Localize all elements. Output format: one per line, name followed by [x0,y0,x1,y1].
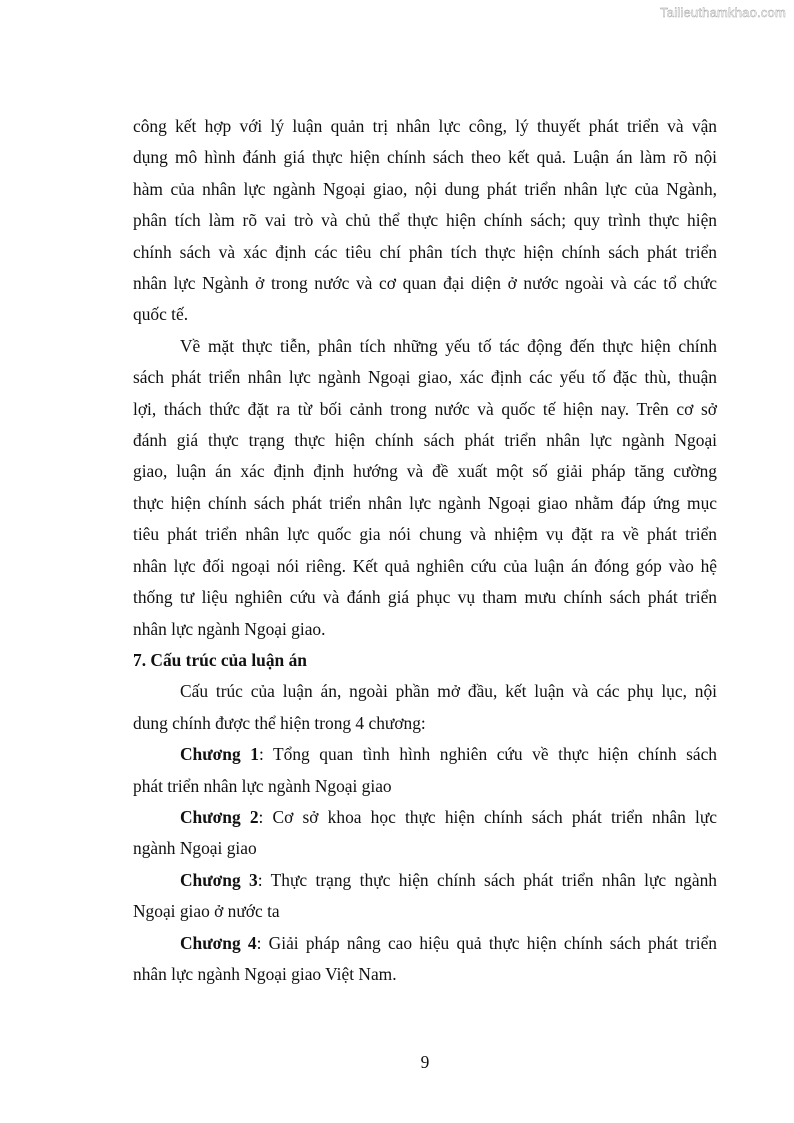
text-line: tiêu phát triển nhân lực quốc gia nói chung và nhiệm vụ đặt ra về phát triển [133,524,717,545]
text-line: ngành Ngoại giao [133,838,257,859]
page-body [133,111,717,990]
text-line: Về mặt thực tiễn, phân tích những yếu tố tác động đến thực hiện chính [180,335,717,356]
text-line: dụng mô hình đánh giá thực hiện chính sách theo kết quả. Luận án làm rõ nội [133,147,717,168]
text-line [133,928,717,959]
text-line: dung chính được thể hiện trong 4 chương: [133,712,426,733]
text-line: sách phát triển nhân lực ngành Ngoại giao, xác định các yếu tố đặc thù, thuận [133,367,717,388]
text-line: công kết hợp với lý luận quản trị nhân lực công, lý thuyết phát triển và vận [133,116,717,136]
chapter-3 [133,865,717,928]
page-number: 9 [420,1052,430,1072]
text-line: phát triển nhân lực ngành Ngoại giao [133,775,392,796]
text-line: lợi, thách thức đặt ra từ bối cảnh trong nước và quốc tế hiện nay. Trên cơ sở [133,398,717,419]
text-line: thống tư liệu nghiên cứu và đánh giá phục vụ tham mưu chính sách phát triển [133,587,717,608]
text-line: nhân lực đối ngoại nói riêng. Kết quả nghiên cứu của luận án đóng góp vào hệ [133,555,717,576]
chapter-title: : Thực trạng thực hiện chính sách phát triển nhân lực ngành [257,869,717,890]
text-line [133,865,717,896]
paragraph-practice [133,331,717,645]
text-line: nhân lực ngành Ngoại giao. [133,618,326,639]
text-line: đánh giá thực trạng thực hiện chính sách phát triển nhân lực ngành Ngoại [133,430,717,451]
chapter-label: Chương 3 [180,869,258,890]
chapter-label: Chương 4 [180,932,257,953]
text-line: thực hiện chính sách phát triển nhân lực ngành Ngoại giao nhằm đáp ứng mục [133,492,717,513]
text-line [133,802,717,833]
text-line: phân tích làm rõ vai trò và chủ thể thực hiện chính sách; quy trình thực hiện [133,210,717,231]
paragraph-structure [133,676,717,739]
chapter-label: Chương 2 [180,806,259,827]
chapter-2 [133,802,717,865]
text-line: quốc tế. [133,304,189,325]
chapter-1 [133,739,717,802]
chapter-label: Chương 1 [180,744,259,765]
chapter-title: : Tổng quan tình hình nghiên cứu về thực hiện chính sách [258,744,717,765]
paragraph-theory [133,111,717,331]
section-heading: 7. Cấu trúc của luận án [133,649,307,670]
text-line: nhân lực ngành Ngoại giao Việt Nam. [133,963,397,984]
chapter-title: : Giải pháp nâng cao hiệu quả thực hiện chính sách phát triển [256,932,717,953]
text-line: Cấu trúc của luận án, ngoài phần mở đầu, kết luận và các phụ lục, nội [180,681,717,702]
text-line: Ngoại giao ở nước ta [133,901,280,922]
text-line: giao, luận án xác định định hướng và đề xuất một số giải pháp tăng cường [133,461,717,482]
chapter-4 [133,928,717,991]
text-line: nhân lực Ngành ở trong nước và cơ quan đại diện ở nước ngoài và các tổ chức [133,273,717,294]
watermark: Tailieuthamkhao.com [660,5,786,20]
text-line [133,739,717,770]
text-line: chính sách và xác định các tiêu chí phân tích thực hiện chính sách phát triển [133,241,717,262]
chapter-title: : Cơ sở khoa học thực hiện chính sách phát triển nhân lực [258,806,717,827]
text-line: hàm của nhân lực ngành Ngoại giao, nội dung phát triển nhân lực của Ngành, [133,178,717,199]
